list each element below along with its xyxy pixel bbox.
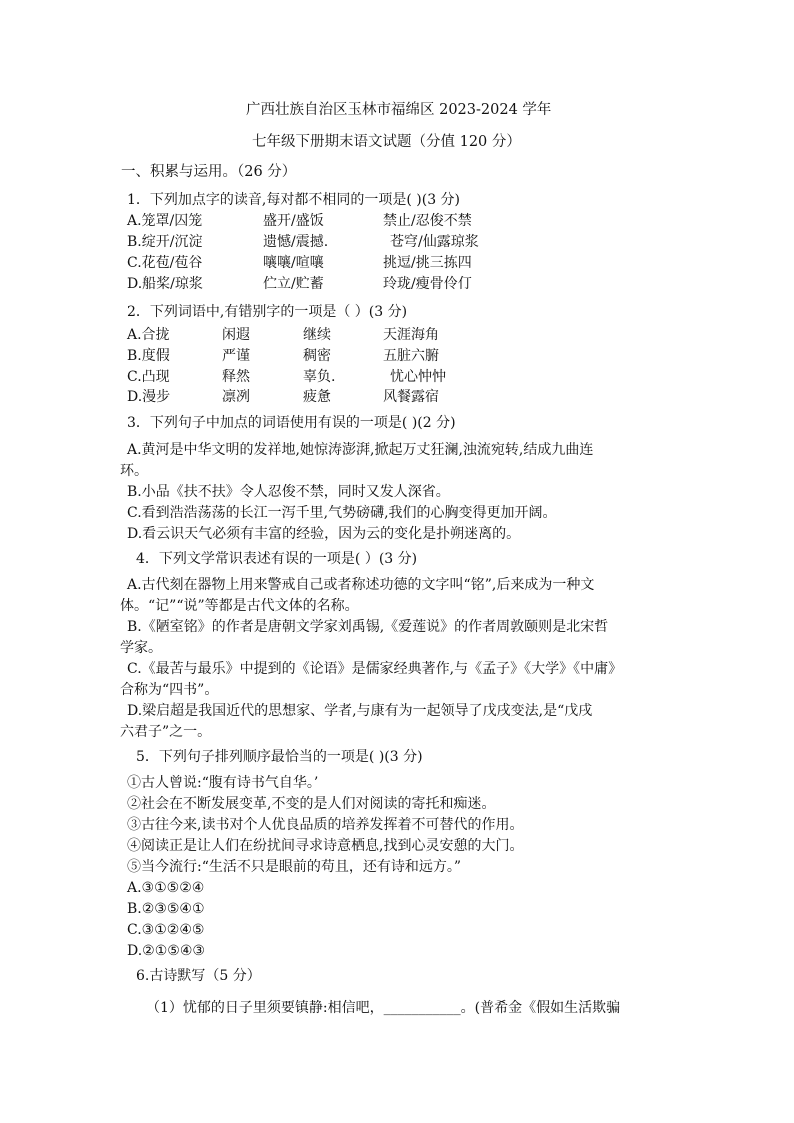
question-4-option-b-line1: B.《陋室铭》的作者是唐朝文学家刘禹锡,《爱莲说》的作者周敦颐则是北宋哲 (127, 619, 609, 635)
question-3-stem: 3．下列句子中加点的词语使用有误的一项是( )(2 分) (127, 415, 456, 431)
question-3-option-a-line1: A.黄河是中华文明的发祥地,她惊涛澎湃,掀起万丈狂澜,浊流宛转,结成九曲连 (127, 442, 594, 458)
question-4-option-c-line1: C.《最苦与最乐》中提到的《论语》是儒家经典著作,与《孟子》《大学》《中庸》 (127, 661, 623, 677)
question-3-option-c: C.看到浩浩荡荡的长江一泻千里,气势磅礴,我们的心胸变得更加开阔。 (127, 505, 557, 521)
question-4-option-b-line2: 学家。 (120, 640, 162, 656)
question-2-option-a: A.合拢 闲遐 继续 天涯海角 (127, 327, 439, 343)
question-5-option-d: D.②①⑤④③ (127, 943, 205, 959)
question-4-option-d-line1: D.梁启超是我国近代的思想家、学者,与康有为一起领导了戊戌变法,是“戊戌 (127, 703, 593, 719)
question-5-sentence-3: ③古往今来,读书对个人优良品质的培养发挥着不可替代的作用。 (127, 817, 524, 833)
question-1-option-d: D.船桨/琼浆 伫立/贮蓄 玲珑/瘦骨伶仃 (127, 276, 472, 292)
question-5-sentence-5: ⑤当今流行:“生活不只是眼前的苟且，还有诗和远方。” (127, 859, 462, 875)
question-4-option-d-line2: 六君子”之一。 (120, 724, 212, 740)
exam-title-line1: 广西壮族自治区玉林市福绵区 2023-2024 学年 (246, 102, 552, 118)
question-4-option-a-line1: A.古代刻在器物上用来警戒自己或者称述功德的文字叫“铭”,后来成为一种文 (127, 577, 595, 593)
section-heading: 一、积累与运用。（26 分） (121, 164, 297, 180)
question-2-stem: 2．下列词语中,有错别字的一项是（ ）(3 分) (127, 304, 408, 320)
question-5-sentence-2: ②社会在不断发展变革,不变的是人们对阅读的寄托和痴迷。 (127, 796, 496, 812)
question-4-stem: 4．下列文学常识表述有误的一项是( ）(3 分) (136, 551, 418, 567)
question-4-option-a-line2: 体。“记”“说”等都是古代文体的名称。 (120, 598, 359, 614)
question-3-option-a-line2: 环。 (120, 463, 148, 479)
question-1-option-b: B.绽开/沉淀 遗憾/震撼. 苍穹/仙露琼浆 (127, 234, 479, 250)
question-6-item-1: （1）忧郁的日子里须要镇静:相信吧，___________。(普希金《假如生活欺骗 (146, 1000, 621, 1016)
question-5-sentence-1: ①古人曾说:“腹有诗书气自华。’ (127, 775, 319, 791)
question-1-stem: 1．下列加点字的读音,每对都不相同的一项是( )(3 分) (127, 192, 461, 208)
question-5-option-c: C.③①②④⑤ (127, 922, 205, 938)
question-5-option-a: A.③①⑤②④ (127, 880, 205, 896)
question-5-stem: 5．下列句子排列顺序最恰当的一项是( )(3 分) (136, 749, 423, 765)
exam-title-line2: 七年级下册期末语文试题（分值 120 分） (252, 134, 521, 150)
question-2-option-c: C.凸现 释然 辜负. 忧心忡忡 (127, 369, 446, 385)
question-4-option-c-line2: 合称为“四书”。 (120, 682, 219, 698)
question-2-option-b: B.度假 严谨 稠密 五脏六腑 (127, 348, 439, 364)
question-3-option-d: D.看云识天气必须有丰富的经验，因为云的变化是扑朔迷离的。 (127, 526, 521, 542)
question-1-option-c: C.花苞/苞谷 嚷嚷/喧嚷 挑逗/挑三拣四 (127, 255, 472, 271)
question-6-stem: 6.古诗默写（5 分） (136, 968, 261, 984)
question-1-option-a: A.笼罩/囚笼 盛开/盛饭 禁止/忍俊不禁 (127, 213, 472, 229)
question-2-option-d: D.漫步 凛冽 疲惫 风餐露宿 (127, 389, 439, 405)
question-3-option-b: B.小品《扶不扶》令人忍俊不禁，同时又发人深省。 (127, 484, 450, 500)
question-5-sentence-4: ④阅读正是让人们在纷扰间寻求诗意栖息,找到心灵安憩的大门。 (127, 838, 524, 854)
question-5-option-b: B.②③⑤④① (127, 901, 205, 917)
